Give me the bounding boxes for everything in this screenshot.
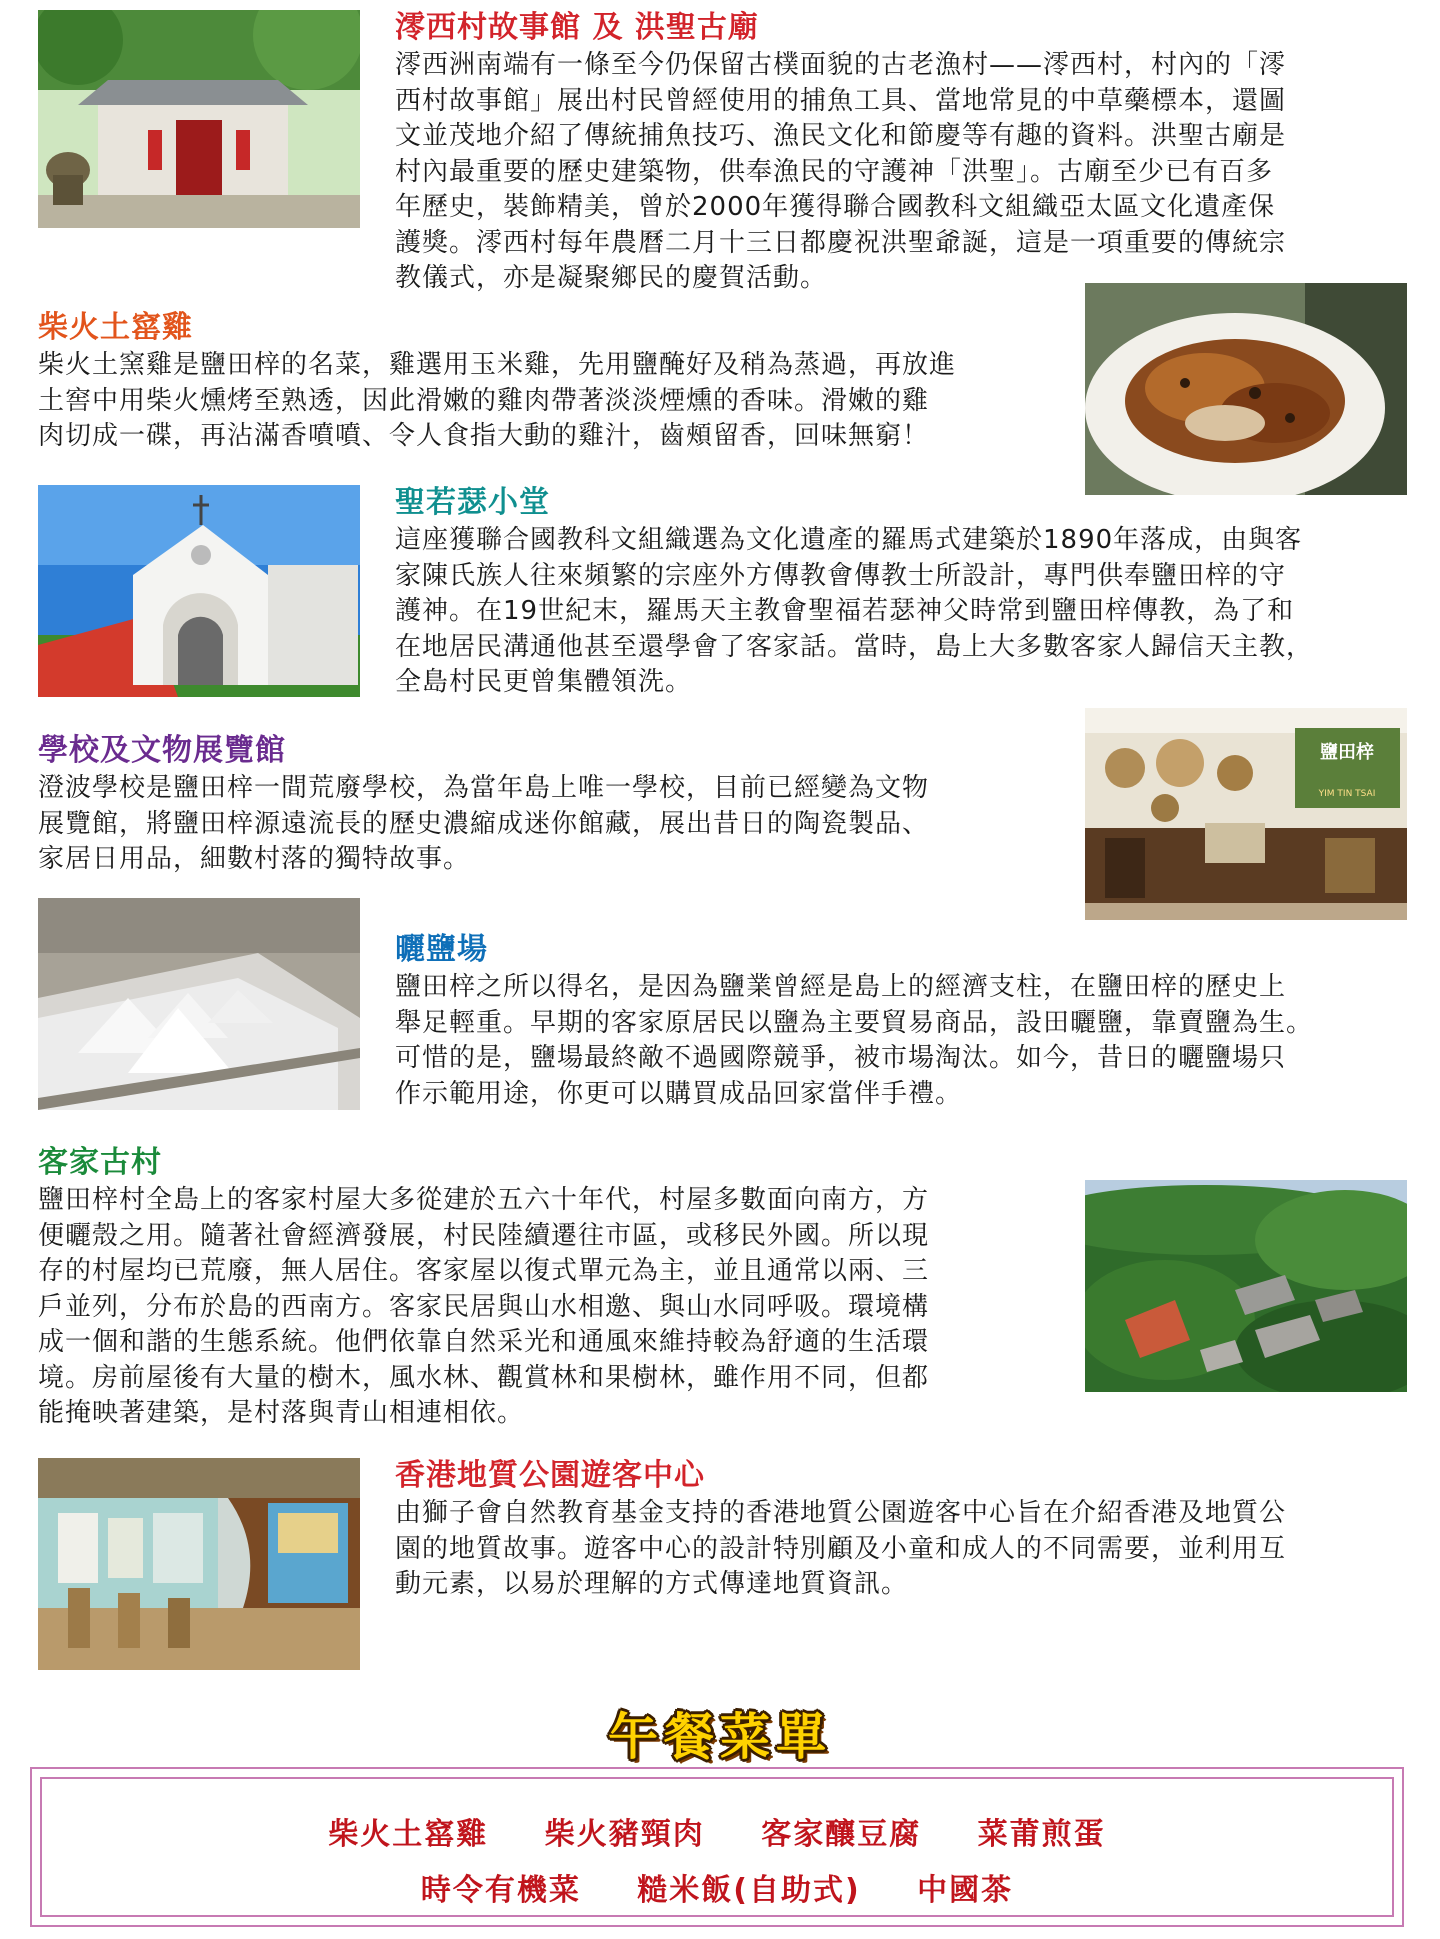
menu-item: 菜莆煎蛋 bbox=[977, 1817, 1106, 1852]
body-line: 由獅子會自然教育基金支持的香港地質公園遊客中心旨在介紹香港及地質公 bbox=[395, 1498, 1287, 1528]
body-line: 舉足輕重。早期的客家原居民以鹽為主要貿易商品，設田曬鹽，靠賣鹽為生。 bbox=[395, 1007, 1314, 1038]
section-body bbox=[38, 1183, 1068, 1432]
body-line: 存的村屋均已荒廢，無人居住。客家屋以復式單元為主，並且通常以兩、三 bbox=[38, 1256, 930, 1286]
body-line: 文並茂地介紹了傳統捕魚技巧、漁民文化和節慶等有趣的資料。洪聖古廟是 bbox=[395, 121, 1287, 151]
menu-item: 客家釀豆腐 bbox=[761, 1817, 922, 1852]
menu-item: 中國茶 bbox=[917, 1873, 1014, 1908]
section-school bbox=[38, 733, 1068, 878]
village-aerial-photo bbox=[1085, 1180, 1407, 1392]
section-title: 聖若瑟小堂 bbox=[395, 485, 550, 520]
section-body bbox=[395, 1496, 1440, 1603]
museum-sign-title: 鹽田梓 bbox=[1320, 742, 1374, 763]
body-line: 戶並列，分布於島的西南方。客家民居與山水相邀、與山水同呼吸。環境構 bbox=[38, 1291, 930, 1322]
menu-row-1 bbox=[32, 1809, 1402, 1853]
section-body bbox=[38, 348, 1068, 455]
body-line: 能掩映著建築，是村落與青山相連相依。 bbox=[38, 1398, 525, 1428]
section-title: 曬鹽場 bbox=[395, 932, 488, 967]
chapel-photo bbox=[38, 485, 360, 697]
body-line: 鹽田梓村全島上的客家村屋大多從建於五六十年代，村屋多數面向南方，方 bbox=[38, 1185, 930, 1215]
body-line: 便曬殼之用。隨著社會經濟發展，村民陸續遷往市區，或移民外國。所以現 bbox=[38, 1220, 930, 1251]
body-line: 展覽館，將鹽田梓源遠流長的歷史濃縮成迷你館藏，展出昔日的陶瓷製品、 bbox=[38, 808, 930, 839]
section-title: 澪西村故事館 及 洪聖古廟 bbox=[395, 10, 759, 45]
section-chicken bbox=[38, 310, 1068, 455]
section-salt bbox=[395, 932, 1440, 1112]
section-title: 學校及文物展覽館 bbox=[38, 733, 286, 768]
menu-title: 午餐菜單 bbox=[608, 1708, 832, 1766]
body-line: 家陳氏族人往來頻繁的宗座外方傳教會傳教士所設計，專門供奉鹽田梓的守 bbox=[395, 560, 1287, 591]
section-title: 柴火土窰雞 bbox=[38, 310, 193, 345]
section-body bbox=[395, 523, 1440, 701]
body-line: 這座獲聯合國教科文組織選為文化遺產的羅馬式建築於1890年落成，由與客 bbox=[395, 525, 1303, 555]
menu-item: 柴火豬頸肉 bbox=[544, 1817, 705, 1852]
section-tai-o bbox=[395, 10, 1435, 297]
section-chapel bbox=[395, 485, 1440, 701]
body-line: 在地居民溝通他甚至還學會了客家話。當時，島上大多數客家人歸信天主教， bbox=[395, 631, 1314, 662]
body-line: 村內最重要的歷史建築物，供奉漁民的守護神「洪聖」。古廟至少已有百多 bbox=[395, 156, 1274, 187]
section-body bbox=[38, 771, 1068, 878]
chicken-photo bbox=[1085, 283, 1407, 495]
body-line: 動元素，以易於理解的方式傳達地質資訊。 bbox=[395, 1569, 909, 1599]
museum-photo bbox=[1085, 708, 1407, 920]
body-line: 澄波學校是鹽田梓一間荒廢學校，為當年島上唯一學校，目前已經變為文物 bbox=[38, 773, 930, 803]
section-hakka bbox=[38, 1145, 1068, 1432]
menu-box bbox=[30, 1767, 1404, 1927]
body-line: 可惜的是，鹽場最終敵不過國際競爭，被市場淘汰。如今，昔日的曬鹽場只 bbox=[395, 1043, 1287, 1073]
body-line: 土窖中用柴火燻烤至熟透，因此滑嫩的雞肉帶著淡淡煙燻的香味。滑嫩的雞 bbox=[38, 385, 930, 416]
body-line: 全島村民更曾集體領洗。 bbox=[395, 667, 693, 697]
body-line: 作示範用途，你更可以購買成品回家當伴手禮。 bbox=[395, 1078, 963, 1109]
body-line: 澪西洲南端有一條至今仍保留古樸面貌的古老漁村——澪西村，村內的「澪 bbox=[395, 50, 1287, 80]
body-line: 鹽田梓之所以得名，是因為鹽業曾經是島上的經濟支柱，在鹽田梓的歷史上 bbox=[395, 972, 1287, 1002]
section-title: 香港地質公園遊客中心 bbox=[395, 1458, 705, 1493]
body-line: 護神。在19世紀末，羅馬天主教會聖福若瑟神父時常到鹽田梓傳教，為了和 bbox=[395, 596, 1295, 626]
body-line: 肉切成一碟，再沾滿香噴噴、令人食指大動的雞汁，齒頰留香，回味無窮！ bbox=[38, 421, 930, 451]
body-line: 教儀式，亦是凝聚鄉民的慶賀活動。 bbox=[395, 263, 828, 293]
section-geopark bbox=[395, 1458, 1440, 1603]
temple-photo bbox=[38, 10, 360, 228]
menu-row-2 bbox=[32, 1865, 1402, 1909]
body-line: 柴火土窯雞是鹽田梓的名菜，雞選用玉米雞，先用鹽醃好及稍為蒸過，再放進 bbox=[38, 350, 957, 380]
body-line: 西村故事館」展出村民曾經使用的捕魚工具、當地常見的中草藥標本，還圖 bbox=[395, 85, 1287, 116]
body-line: 境。房前屋後有大量的樹木，風水林、觀賞林和果樹林，雖作用不同，但都 bbox=[38, 1362, 930, 1393]
body-line: 護獎。澪西村每年農曆二月十三日都慶祝洪聖爺誕，這是一項重要的傳統宗 bbox=[395, 227, 1287, 258]
body-line: 年歷史，裝飾精美，曾於2000年獲得聯合國教科文組織亞太區文化遺產保 bbox=[395, 192, 1276, 222]
salt-pan-photo bbox=[38, 898, 360, 1110]
body-line: 園的地質故事。遊客中心的設計特別顧及小童和成人的不同需要，並利用互 bbox=[395, 1533, 1287, 1564]
section-title: 客家古村 bbox=[38, 1145, 162, 1180]
museum-sign-subtitle: YIM TIN TSAI bbox=[1318, 789, 1376, 799]
body-line: 成一個和諧的生態系統。他們依靠自然采光和通風來維持較為舒適的生活環 bbox=[38, 1327, 930, 1357]
body-line: 家居日用品，細數村落的獨特故事。 bbox=[38, 844, 471, 874]
section-body bbox=[395, 970, 1440, 1112]
menu-item: 柴火土窰雞 bbox=[328, 1817, 489, 1852]
visitor-centre-photo bbox=[38, 1458, 360, 1670]
menu-item: 時令有機菜 bbox=[420, 1873, 581, 1908]
section-body bbox=[395, 48, 1435, 297]
menu-item: 糙米飯(自助式) bbox=[637, 1873, 861, 1908]
